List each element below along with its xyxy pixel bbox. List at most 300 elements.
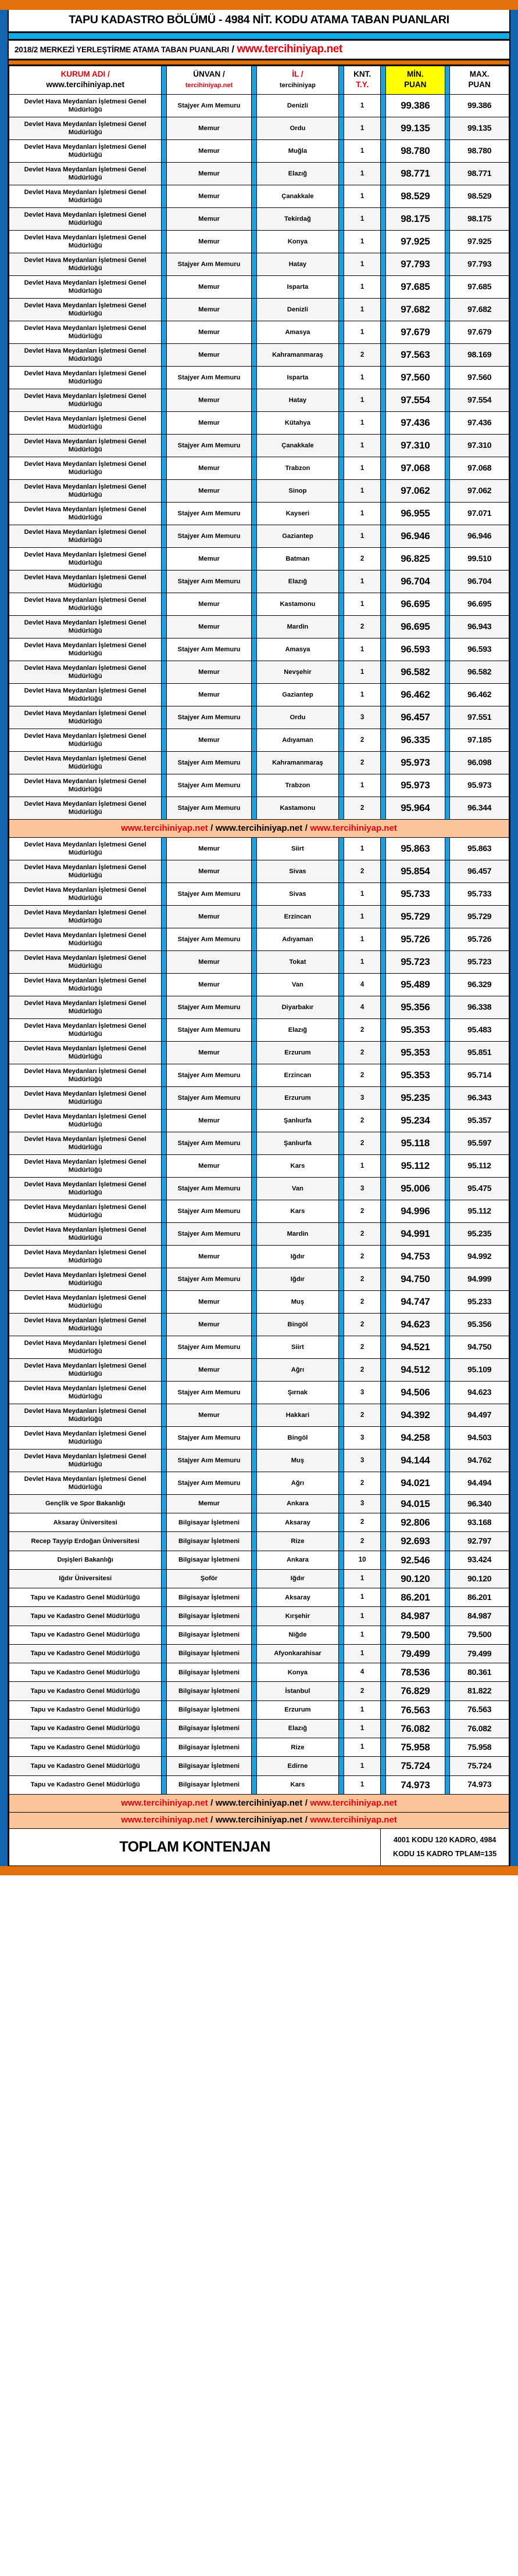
table-row[interactable] bbox=[9, 615, 509, 638]
column-separator bbox=[381, 1336, 386, 1358]
cell-kurum: Devlet Hava Meydanları İşletmesi Genel Müdürlüğü bbox=[9, 615, 162, 638]
cell-unvan: Stajyer Aım Memuru bbox=[167, 1018, 252, 1041]
cell-kontenjan: 1 bbox=[344, 928, 380, 950]
column-separator bbox=[381, 1018, 386, 1041]
table-row[interactable] bbox=[9, 1449, 509, 1472]
column-separator bbox=[445, 996, 450, 1018]
table-row[interactable] bbox=[9, 1109, 509, 1132]
column-separator bbox=[251, 1041, 256, 1064]
cell-unvan: Stajyer Aım Memuru bbox=[167, 638, 252, 661]
cell-min-puan: 76.082 bbox=[386, 1719, 445, 1738]
cell-kurum: Devlet Hava Meydanları İşletmesi Genel Müdürlüğü bbox=[9, 1154, 162, 1177]
promo-link-2[interactable]: www.tercihiniyap.net bbox=[215, 823, 303, 833]
cell-kontenjan: 2 bbox=[344, 729, 380, 751]
cell-kontenjan: 1 bbox=[344, 1775, 380, 1794]
column-separator bbox=[251, 1513, 256, 1532]
column-separator bbox=[339, 185, 344, 207]
table-row[interactable] bbox=[9, 457, 509, 479]
promo-link-3[interactable]: www.tercihiniyap.net bbox=[310, 1814, 397, 1825]
cell-min-puan: 76.563 bbox=[386, 1700, 445, 1719]
cell-il: Mardin bbox=[256, 615, 339, 638]
cell-max-puan: 96.340 bbox=[450, 1494, 509, 1513]
cell-unvan: Memur bbox=[167, 1358, 252, 1381]
table-row[interactable] bbox=[9, 1682, 509, 1700]
column-separator bbox=[339, 797, 344, 819]
cell-max-puan: 81.822 bbox=[450, 1682, 509, 1700]
column-separator bbox=[339, 1222, 344, 1245]
column-separator bbox=[339, 1738, 344, 1757]
column-separator bbox=[251, 1177, 256, 1200]
column-separator bbox=[381, 1404, 386, 1426]
column-separator bbox=[162, 366, 167, 389]
table-row[interactable] bbox=[9, 1177, 509, 1200]
table-row[interactable] bbox=[9, 593, 509, 615]
cell-kontenjan: 1 bbox=[344, 389, 380, 411]
cell-max-puan: 95.723 bbox=[450, 950, 509, 973]
cell-min-puan: 95.726 bbox=[386, 928, 445, 950]
column-separator bbox=[162, 1607, 167, 1626]
cell-min-puan: 97.310 bbox=[386, 434, 445, 457]
cell-max-puan: 94.762 bbox=[450, 1449, 509, 1472]
column-separator bbox=[162, 1018, 167, 1041]
column-separator bbox=[162, 1132, 167, 1154]
table-row[interactable] bbox=[9, 1426, 509, 1449]
promo-link-3[interactable]: www.tercihiniyap.net bbox=[310, 1798, 397, 1808]
column-separator bbox=[381, 638, 386, 661]
table-row[interactable] bbox=[9, 162, 509, 185]
cell-kurum: Tapu ve Kadastro Genel Müdürlüğü bbox=[9, 1775, 162, 1794]
table-row[interactable] bbox=[9, 729, 509, 751]
column-separator bbox=[381, 1644, 386, 1663]
cell-kontenjan: 2 bbox=[344, 1245, 380, 1268]
cell-unvan: Stajyer Aım Memuru bbox=[167, 1336, 252, 1358]
cell-min-puan: 96.704 bbox=[386, 570, 445, 593]
promo-link-2[interactable]: www.tercihiniyap.net bbox=[215, 1814, 303, 1825]
promo-link-2[interactable]: www.tercihiniyap.net bbox=[215, 1798, 303, 1808]
cell-max-puan: 84.987 bbox=[450, 1607, 509, 1626]
cell-max-puan: 94.999 bbox=[450, 1268, 509, 1290]
column-separator bbox=[445, 905, 450, 928]
column-separator bbox=[339, 117, 344, 139]
column-separator bbox=[251, 547, 256, 570]
column-separator bbox=[381, 1154, 386, 1177]
column-separator bbox=[162, 343, 167, 366]
cell-kurum: Devlet Hava Meydanları İşletmesi Genel Müdürlüğü bbox=[9, 1200, 162, 1222]
cell-min-puan: 95.863 bbox=[386, 837, 445, 860]
cell-unvan: Stajyer Aım Memuru bbox=[167, 1200, 252, 1222]
column-separator bbox=[339, 457, 344, 479]
cell-kurum: Devlet Hava Meydanları İşletmesi Genel Müdürlüğü bbox=[9, 1313, 162, 1336]
cell-max-puan: 96.457 bbox=[450, 860, 509, 882]
table-row[interactable] bbox=[9, 547, 509, 570]
subtitle-website-link[interactable]: www.tercihiniyap.net bbox=[237, 43, 342, 55]
cell-kurum: Devlet Hava Meydanları İşletmesi Genel Müdürlüğü bbox=[9, 751, 162, 774]
table-row[interactable] bbox=[9, 1719, 509, 1738]
cell-max-puan: 93.424 bbox=[450, 1551, 509, 1569]
cell-max-puan: 96.329 bbox=[450, 973, 509, 996]
cell-min-puan: 94.753 bbox=[386, 1245, 445, 1268]
col-header-kurum[interactable] bbox=[9, 66, 162, 95]
cell-kurum: Devlet Hava Meydanları İşletmesi Genel Müdürlüğü bbox=[9, 343, 162, 366]
table-row[interactable] bbox=[9, 950, 509, 973]
cell-il: Trabzon bbox=[256, 774, 339, 797]
table-row[interactable] bbox=[9, 298, 509, 321]
table-row[interactable] bbox=[9, 1663, 509, 1682]
cell-kurum: Devlet Hava Meydanları İşletmesi Genel Müdürlüğü bbox=[9, 683, 162, 706]
table-row[interactable] bbox=[9, 1290, 509, 1313]
column-separator bbox=[339, 1132, 344, 1154]
table-row[interactable] bbox=[9, 253, 509, 275]
table-row[interactable] bbox=[9, 1644, 509, 1663]
column-separator bbox=[162, 185, 167, 207]
table-row[interactable] bbox=[9, 570, 509, 593]
table-row[interactable] bbox=[9, 321, 509, 343]
table-row[interactable] bbox=[9, 1757, 509, 1775]
col-header-knt-line1: KNT. bbox=[353, 70, 371, 78]
table-row[interactable] bbox=[9, 1607, 509, 1626]
column-separator bbox=[162, 1513, 167, 1532]
column-separator bbox=[445, 1738, 450, 1757]
table-row[interactable] bbox=[9, 1381, 509, 1404]
column-separator bbox=[339, 1449, 344, 1472]
table-row[interactable] bbox=[9, 366, 509, 389]
cell-min-puan: 94.506 bbox=[386, 1381, 445, 1404]
cell-kontenjan: 3 bbox=[344, 1381, 380, 1404]
column-separator bbox=[162, 1154, 167, 1177]
cell-il: Niğde bbox=[256, 1626, 339, 1644]
table-row[interactable] bbox=[9, 751, 509, 774]
table-row[interactable] bbox=[9, 1064, 509, 1086]
promo-banner-row bbox=[9, 819, 509, 837]
column-separator bbox=[381, 1200, 386, 1222]
cell-il: Afyonkarahisar bbox=[256, 1644, 339, 1663]
column-separator bbox=[251, 1245, 256, 1268]
cell-unvan: Bilgisayar İşletmeni bbox=[167, 1532, 252, 1551]
table-row[interactable] bbox=[9, 1700, 509, 1719]
cell-max-puan: 95.483 bbox=[450, 1018, 509, 1041]
column-separator bbox=[162, 1109, 167, 1132]
column-separator bbox=[445, 525, 450, 547]
cell-max-puan: 95.863 bbox=[450, 837, 509, 860]
cell-min-puan: 94.015 bbox=[386, 1494, 445, 1513]
table-row[interactable] bbox=[9, 1569, 509, 1588]
table-row[interactable] bbox=[9, 1358, 509, 1381]
column-separator bbox=[339, 1607, 344, 1626]
cell-max-puan: 95.597 bbox=[450, 1132, 509, 1154]
cell-unvan: Stajyer Aım Memuru bbox=[167, 1268, 252, 1290]
cell-il: Elazığ bbox=[256, 1719, 339, 1738]
table-row[interactable] bbox=[9, 1222, 509, 1245]
cell-kontenjan: 1 bbox=[344, 479, 380, 502]
table-row[interactable] bbox=[9, 479, 509, 502]
cell-unvan: Memur bbox=[167, 479, 252, 502]
cell-kurum: Tapu ve Kadastro Genel Müdürlüğü bbox=[9, 1588, 162, 1607]
cell-kontenjan: 1 bbox=[344, 638, 380, 661]
column-separator bbox=[251, 774, 256, 797]
table-row[interactable] bbox=[9, 1132, 509, 1154]
promo-link-1[interactable]: www.tercihiniyap.net bbox=[121, 1798, 208, 1808]
cell-kurum: Devlet Hava Meydanları İşletmesi Genel Müdürlüğü bbox=[9, 389, 162, 411]
promo-link-1[interactable]: www.tercihiniyap.net bbox=[121, 1814, 208, 1825]
column-separator bbox=[162, 905, 167, 928]
table-row[interactable] bbox=[9, 882, 509, 905]
column-separator bbox=[381, 1041, 386, 1064]
column-separator bbox=[251, 751, 256, 774]
cell-min-puan: 95.973 bbox=[386, 774, 445, 797]
table-row[interactable] bbox=[9, 661, 509, 683]
column-separator bbox=[339, 905, 344, 928]
cell-unvan: Bilgisayar İşletmeni bbox=[167, 1700, 252, 1719]
promo-banner-cell bbox=[9, 819, 509, 837]
cell-unvan: Bilgisayar İşletmeni bbox=[167, 1551, 252, 1569]
cell-max-puan: 79.500 bbox=[450, 1626, 509, 1644]
cell-kurum: Devlet Hava Meydanları İşletmesi Genel Müdürlüğü bbox=[9, 996, 162, 1018]
table-row[interactable] bbox=[9, 389, 509, 411]
column-separator bbox=[251, 1626, 256, 1644]
column-separator bbox=[339, 1663, 344, 1682]
cell-kontenjan: 1 bbox=[344, 366, 380, 389]
cell-unvan: Memur bbox=[167, 1245, 252, 1268]
column-separator bbox=[251, 1719, 256, 1738]
cell-kontenjan: 1 bbox=[344, 185, 380, 207]
column-separator bbox=[339, 1018, 344, 1041]
cell-il: Trabzon bbox=[256, 457, 339, 479]
cell-kurum: Devlet Hava Meydanları İşletmesi Genel Müdürlüğü bbox=[9, 1086, 162, 1109]
table-row[interactable] bbox=[9, 1551, 509, 1569]
col-header-knt[interactable] bbox=[344, 66, 380, 95]
cell-min-puan: 78.536 bbox=[386, 1663, 445, 1682]
cell-kurum: Devlet Hava Meydanları İşletmesi Genel Müdürlüğü bbox=[9, 950, 162, 973]
column-separator bbox=[339, 547, 344, 570]
column-separator bbox=[381, 66, 386, 95]
table-row[interactable] bbox=[9, 1513, 509, 1532]
column-separator bbox=[445, 1132, 450, 1154]
cell-max-puan: 96.462 bbox=[450, 683, 509, 706]
column-separator bbox=[445, 1358, 450, 1381]
cell-kurum: Devlet Hava Meydanları İşletmesi Genel Müdürlüğü bbox=[9, 94, 162, 117]
column-separator bbox=[339, 94, 344, 117]
table-row[interactable] bbox=[9, 1532, 509, 1551]
col-header-unvan[interactable] bbox=[167, 66, 252, 95]
column-separator bbox=[381, 774, 386, 797]
column-separator bbox=[339, 275, 344, 298]
table-row[interactable] bbox=[9, 1154, 509, 1177]
cell-max-puan: 96.582 bbox=[450, 661, 509, 683]
cell-min-puan: 96.695 bbox=[386, 593, 445, 615]
promo-banner-cell bbox=[9, 1794, 509, 1812]
cell-kontenjan: 1 bbox=[344, 1738, 380, 1757]
column-separator bbox=[339, 860, 344, 882]
table-row[interactable] bbox=[9, 928, 509, 950]
column-separator bbox=[381, 683, 386, 706]
column-separator bbox=[251, 1775, 256, 1794]
cell-kontenjan: 10 bbox=[344, 1551, 380, 1569]
table-row[interactable] bbox=[9, 1268, 509, 1290]
table-row[interactable] bbox=[9, 502, 509, 525]
column-separator bbox=[381, 797, 386, 819]
table-row[interactable] bbox=[9, 1494, 509, 1513]
cell-kurum: Devlet Hava Meydanları İşletmesi Genel Müdürlüğü bbox=[9, 275, 162, 298]
column-separator bbox=[445, 502, 450, 525]
table-row[interactable] bbox=[9, 1472, 509, 1494]
table-row[interactable] bbox=[9, 434, 509, 457]
promo-link-3[interactable]: www.tercihiniyap.net bbox=[310, 823, 397, 833]
column-separator bbox=[381, 1245, 386, 1268]
table-row[interactable] bbox=[9, 207, 509, 230]
column-separator bbox=[339, 593, 344, 615]
column-separator bbox=[381, 94, 386, 117]
table-row[interactable] bbox=[9, 1336, 509, 1358]
table-row[interactable] bbox=[9, 275, 509, 298]
column-separator bbox=[381, 457, 386, 479]
column-separator bbox=[339, 1551, 344, 1569]
table-row[interactable] bbox=[9, 139, 509, 162]
cell-min-puan: 97.679 bbox=[386, 321, 445, 343]
cell-kontenjan: 1 bbox=[344, 94, 380, 117]
cell-unvan: Bilgisayar İşletmeni bbox=[167, 1757, 252, 1775]
column-separator bbox=[445, 593, 450, 615]
table-row[interactable] bbox=[9, 1775, 509, 1794]
cell-il: Nevşehir bbox=[256, 661, 339, 683]
table-row[interactable] bbox=[9, 411, 509, 434]
table-row[interactable] bbox=[9, 525, 509, 547]
column-separator bbox=[251, 615, 256, 638]
table-row[interactable] bbox=[9, 1018, 509, 1041]
cell-il: Hakkari bbox=[256, 1404, 339, 1426]
column-separator bbox=[445, 1626, 450, 1644]
cell-min-puan: 90.120 bbox=[386, 1569, 445, 1588]
column-separator bbox=[339, 1154, 344, 1177]
cell-il: Elazığ bbox=[256, 162, 339, 185]
cell-il: Hatay bbox=[256, 253, 339, 275]
cell-il: Ordu bbox=[256, 117, 339, 139]
column-separator bbox=[381, 343, 386, 366]
cell-max-puan: 75.724 bbox=[450, 1757, 509, 1775]
cell-il: Sivas bbox=[256, 882, 339, 905]
column-separator bbox=[251, 1404, 256, 1426]
cell-kontenjan: 1 bbox=[344, 1154, 380, 1177]
table-row[interactable] bbox=[9, 1245, 509, 1268]
column-separator bbox=[339, 837, 344, 860]
table-row[interactable] bbox=[9, 1313, 509, 1336]
promo-slash-2: / bbox=[305, 1798, 308, 1808]
cell-min-puan: 96.825 bbox=[386, 547, 445, 570]
table-row[interactable] bbox=[9, 1086, 509, 1109]
column-separator bbox=[445, 1200, 450, 1222]
cell-min-puan: 86.201 bbox=[386, 1588, 445, 1607]
cell-kurum: Devlet Hava Meydanları İşletmesi Genel Müdürlüğü bbox=[9, 525, 162, 547]
table-row[interactable] bbox=[9, 1588, 509, 1607]
column-separator bbox=[162, 1041, 167, 1064]
cell-unvan: Bilgisayar İşletmeni bbox=[167, 1719, 252, 1738]
cell-min-puan: 97.793 bbox=[386, 253, 445, 275]
cell-min-puan: 76.829 bbox=[386, 1682, 445, 1700]
table-row[interactable] bbox=[9, 1200, 509, 1222]
column-separator bbox=[381, 729, 386, 751]
col-header-max-puan[interactable] bbox=[450, 66, 509, 95]
cell-max-puan: 96.943 bbox=[450, 615, 509, 638]
column-separator bbox=[339, 343, 344, 366]
column-separator bbox=[339, 950, 344, 973]
column-separator bbox=[339, 729, 344, 751]
column-separator bbox=[445, 411, 450, 434]
column-separator bbox=[251, 1569, 256, 1588]
table-row[interactable] bbox=[9, 117, 509, 139]
cell-min-puan: 95.353 bbox=[386, 1041, 445, 1064]
table-row[interactable] bbox=[9, 860, 509, 882]
cell-min-puan: 95.489 bbox=[386, 973, 445, 996]
promo-link-1[interactable]: www.tercihiniyap.net bbox=[121, 823, 208, 833]
table-row[interactable] bbox=[9, 774, 509, 797]
table-row[interactable] bbox=[9, 638, 509, 661]
column-separator bbox=[445, 1472, 450, 1494]
table-row[interactable] bbox=[9, 905, 509, 928]
column-separator bbox=[381, 860, 386, 882]
column-separator bbox=[251, 1358, 256, 1381]
column-separator bbox=[381, 479, 386, 502]
column-separator bbox=[339, 1569, 344, 1588]
table-row[interactable] bbox=[9, 1404, 509, 1426]
column-separator bbox=[445, 882, 450, 905]
cell-min-puan: 95.006 bbox=[386, 1177, 445, 1200]
column-separator bbox=[445, 1700, 450, 1719]
column-separator bbox=[162, 570, 167, 593]
table-row[interactable] bbox=[9, 837, 509, 860]
table-row[interactable] bbox=[9, 343, 509, 366]
table-header-row bbox=[9, 66, 509, 95]
cell-kurum: Devlet Hava Meydanları İşletmesi Genel Müdürlüğü bbox=[9, 457, 162, 479]
table-row[interactable] bbox=[9, 1626, 509, 1644]
table-row[interactable] bbox=[9, 797, 509, 819]
table-row[interactable] bbox=[9, 1041, 509, 1064]
table-row[interactable] bbox=[9, 683, 509, 706]
table-row[interactable] bbox=[9, 185, 509, 207]
cell-unvan: Memur bbox=[167, 1494, 252, 1513]
table-row[interactable] bbox=[9, 94, 509, 117]
cell-il: Tokat bbox=[256, 950, 339, 973]
table-row[interactable] bbox=[9, 973, 509, 996]
table-foot bbox=[9, 1812, 509, 1866]
column-separator bbox=[445, 1775, 450, 1794]
cell-max-puan: 97.551 bbox=[450, 706, 509, 729]
column-separator bbox=[381, 253, 386, 275]
page-frame bbox=[0, 10, 518, 1866]
cell-kontenjan: 2 bbox=[344, 615, 380, 638]
col-header-il[interactable] bbox=[256, 66, 339, 95]
table-row[interactable] bbox=[9, 706, 509, 729]
column-separator bbox=[251, 1551, 256, 1569]
cell-kontenjan: 2 bbox=[344, 1336, 380, 1358]
scores-table bbox=[9, 66, 509, 1866]
table-row[interactable] bbox=[9, 996, 509, 1018]
col-header-min-puan[interactable] bbox=[386, 66, 445, 95]
column-separator bbox=[162, 1682, 167, 1700]
column-separator bbox=[251, 366, 256, 389]
cell-unvan: Bilgisayar İşletmeni bbox=[167, 1644, 252, 1663]
column-separator bbox=[445, 457, 450, 479]
column-separator bbox=[162, 275, 167, 298]
cell-unvan: Stajyer Aım Memuru bbox=[167, 996, 252, 1018]
column-separator bbox=[162, 1336, 167, 1358]
cell-kontenjan: 1 bbox=[344, 593, 380, 615]
cell-kurum: Devlet Hava Meydanları İşletmesi Genel Müdürlüğü bbox=[9, 1222, 162, 1245]
table-row[interactable] bbox=[9, 1738, 509, 1757]
column-separator bbox=[251, 860, 256, 882]
cell-unvan: Stajyer Aım Memuru bbox=[167, 1177, 252, 1200]
table-row[interactable] bbox=[9, 230, 509, 253]
cell-unvan: Stajyer Aım Memuru bbox=[167, 928, 252, 950]
cell-il: Ordu bbox=[256, 706, 339, 729]
